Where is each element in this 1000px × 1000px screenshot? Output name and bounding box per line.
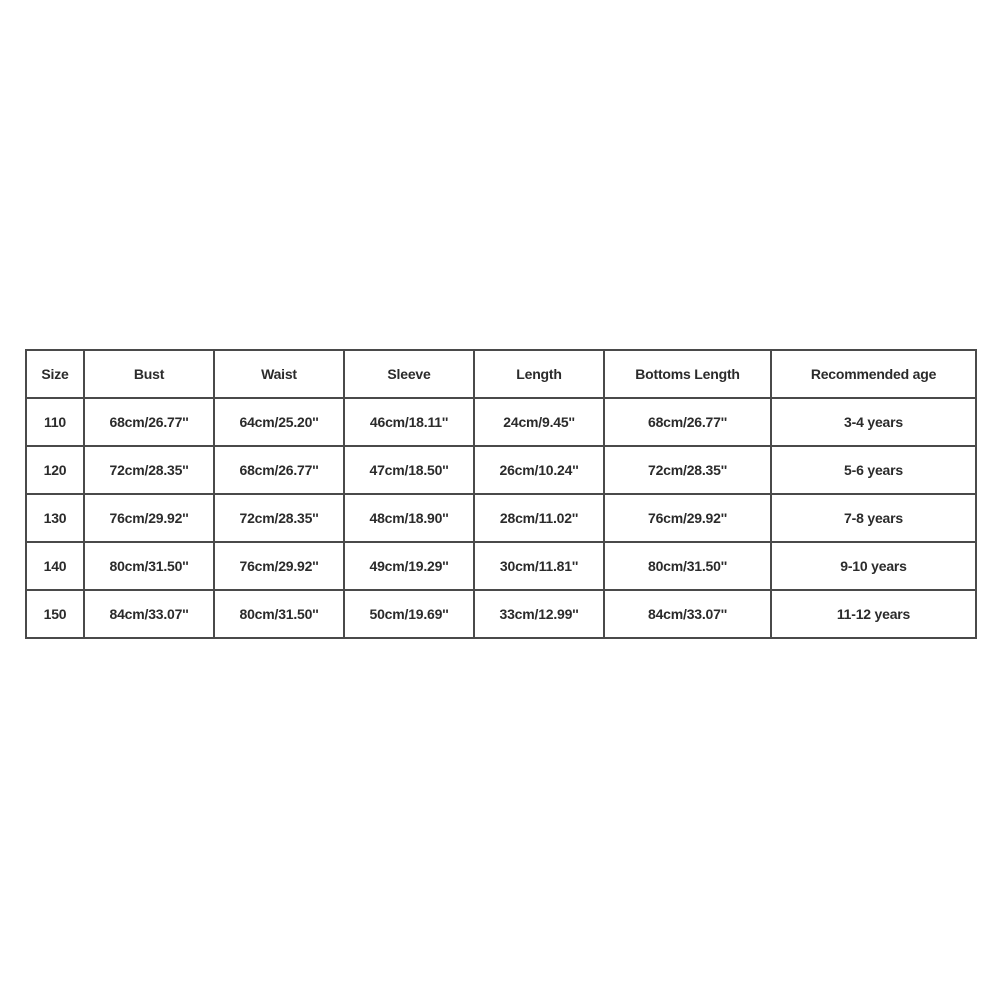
cell-size: 120 <box>26 446 84 494</box>
header-waist: Waist <box>214 350 344 398</box>
table-row <box>26 494 976 542</box>
table-row <box>26 398 976 446</box>
cell-sleeve: 49cm/19.29'' <box>344 542 474 590</box>
cell-size: 150 <box>26 590 84 638</box>
cell-sleeve: 50cm/19.69'' <box>344 590 474 638</box>
header-bottoms-length: Bottoms Length <box>604 350 771 398</box>
cell-recommended-age: 5-6 years <box>771 446 976 494</box>
cell-recommended-age: 7-8 years <box>771 494 976 542</box>
cell-bust: 80cm/31.50'' <box>84 542 214 590</box>
size-chart-container <box>25 349 975 639</box>
cell-bust: 84cm/33.07'' <box>84 590 214 638</box>
cell-bust: 68cm/26.77'' <box>84 398 214 446</box>
header-bust: Bust <box>84 350 214 398</box>
cell-recommended-age: 11-12 years <box>771 590 976 638</box>
cell-bottoms-length: 72cm/28.35'' <box>604 446 771 494</box>
cell-size: 130 <box>26 494 84 542</box>
cell-length: 33cm/12.99'' <box>474 590 604 638</box>
cell-waist: 64cm/25.20'' <box>214 398 344 446</box>
cell-sleeve: 48cm/18.90'' <box>344 494 474 542</box>
header-row <box>26 350 976 398</box>
table-row <box>26 446 976 494</box>
header-length: Length <box>474 350 604 398</box>
cell-size: 110 <box>26 398 84 446</box>
cell-length: 26cm/10.24'' <box>474 446 604 494</box>
cell-bottoms-length: 80cm/31.50'' <box>604 542 771 590</box>
cell-bottoms-length: 76cm/29.92'' <box>604 494 771 542</box>
cell-waist: 76cm/29.92'' <box>214 542 344 590</box>
cell-bust: 76cm/29.92'' <box>84 494 214 542</box>
cell-waist: 72cm/28.35'' <box>214 494 344 542</box>
cell-length: 28cm/11.02'' <box>474 494 604 542</box>
table-row <box>26 542 976 590</box>
cell-recommended-age: 9-10 years <box>771 542 976 590</box>
header-sleeve: Sleeve <box>344 350 474 398</box>
cell-length: 30cm/11.81'' <box>474 542 604 590</box>
cell-sleeve: 46cm/18.11'' <box>344 398 474 446</box>
cell-waist: 68cm/26.77'' <box>214 446 344 494</box>
cell-waist: 80cm/31.50'' <box>214 590 344 638</box>
header-recommended-age: Recommended age <box>771 350 976 398</box>
table-row <box>26 590 976 638</box>
cell-recommended-age: 3-4 years <box>771 398 976 446</box>
cell-bottoms-length: 84cm/33.07'' <box>604 590 771 638</box>
cell-bust: 72cm/28.35'' <box>84 446 214 494</box>
cell-size: 140 <box>26 542 84 590</box>
size-chart-table <box>25 349 977 639</box>
cell-sleeve: 47cm/18.50'' <box>344 446 474 494</box>
cell-length: 24cm/9.45'' <box>474 398 604 446</box>
header-size: Size <box>26 350 84 398</box>
cell-bottoms-length: 68cm/26.77'' <box>604 398 771 446</box>
